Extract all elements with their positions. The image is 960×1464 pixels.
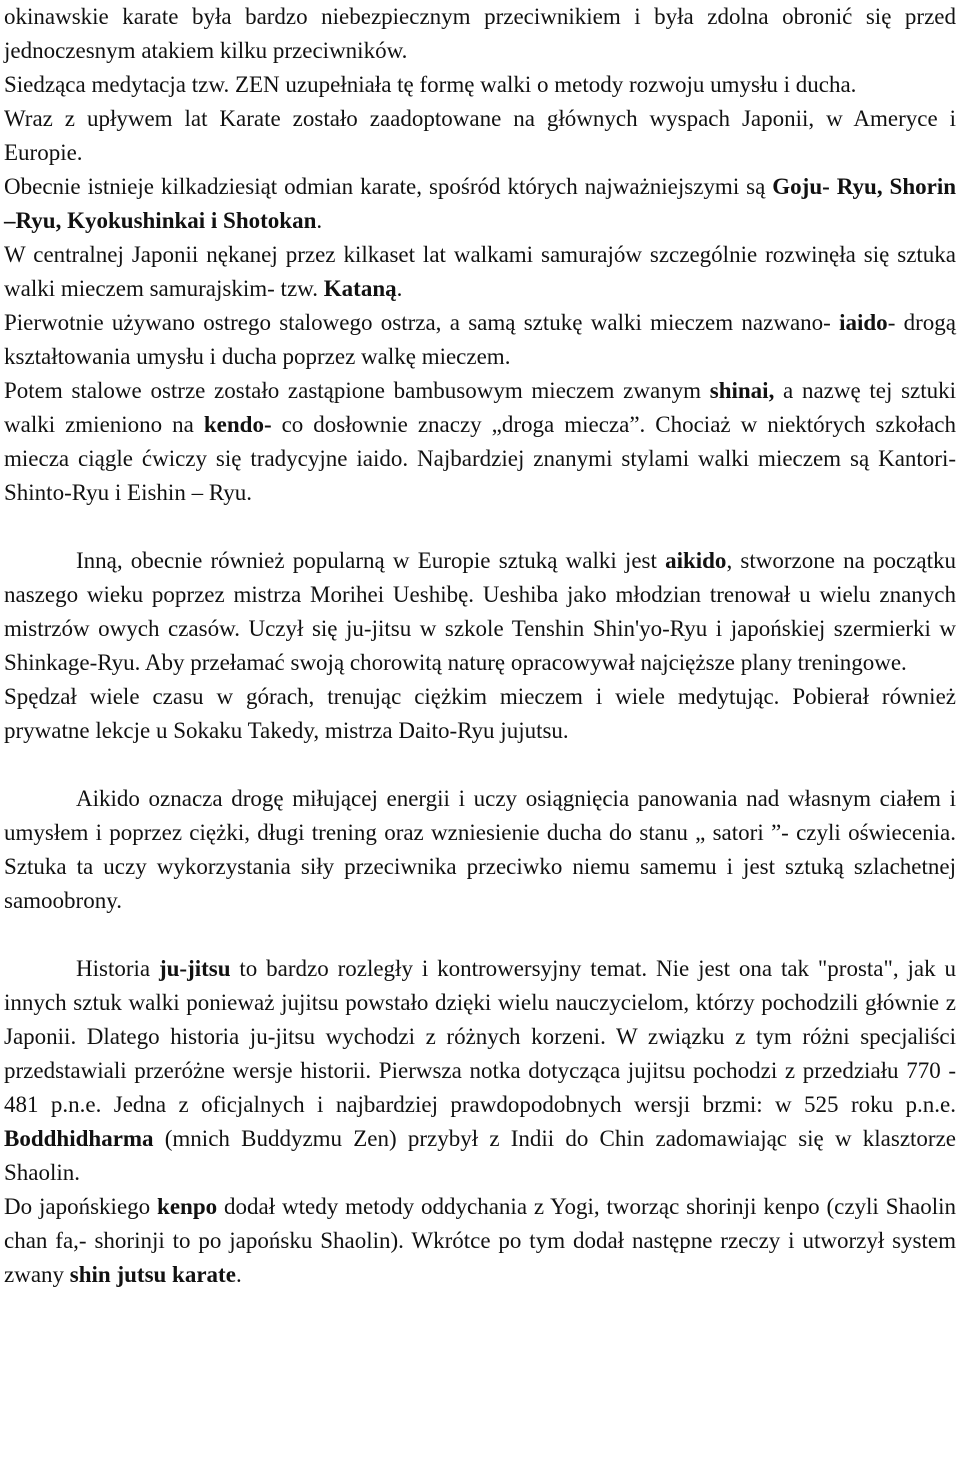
paragraph-gap xyxy=(4,748,956,782)
text-run: Historia xyxy=(76,956,159,981)
paragraph-gap xyxy=(4,918,956,952)
paragraph-okinawa-karate: okinawskie karate była bardzo niebezpiecznym przeciwnikiem i była zdolna obronić się przed jednoczesnym atakiem kilku przeciwników. xyxy=(4,4,956,63)
text-run: . xyxy=(396,276,403,301)
paragraph-karate-styles xyxy=(4,170,956,238)
text-run: , stworzone na początku naszego wieku poprzez mistrza Morihei Ueshibę. Ueshiba jako młodzian trenował u wielu znanych mistrzów owych czasów. Uczył się ju-jitsu w szkole Tenshin Shin'yo-Ryu i japońskiej szermierki w Shinkage-Ryu. Aby przełamać swoją chorowitą naturę opracowywał najcięższe plany treningowe. xyxy=(4,548,956,675)
bold-jujitsu: ju-jitsu xyxy=(158,956,231,981)
paragraph-katana xyxy=(4,238,956,306)
text-run: Potem stalowe ostrze zostało zastąpione bambusowym mieczem zwanym xyxy=(4,378,710,403)
bold-shinai: shinai, xyxy=(709,378,775,403)
bold-kenpo: kenpo xyxy=(157,1194,218,1219)
bold-aikido: aikido xyxy=(665,548,727,573)
text-run: Inną, obecnie również popularną w Europie sztuką walki jest xyxy=(76,548,666,573)
text-run: Do japońskiego xyxy=(4,1194,158,1219)
paragraph-kenpo xyxy=(4,1190,956,1292)
bold-iaido: iaido xyxy=(839,310,888,335)
text-run: Obecnie istnieje kilkadziesiąt odmian karate, spośród których najważniejszymi są xyxy=(4,174,773,199)
text-run: (mnich Buddyzmu Zen) przybył z Indii do Chin zadomawiając się w klasztorze Shaolin. xyxy=(4,1126,956,1185)
paragraph-jujitsu-history xyxy=(4,952,956,1190)
paragraph-aikido-meaning: Aikido oznacza drogę miłującej energii i uczy osiągnięcia panowania nad własnym ciałem i umysłem i poprzez ciężki, długi trening oraz wzniesienie ducha do stanu „ satori ”- czyli oświecenia. Sztuka ta uczy wykorzystania siły przeciwnika przeciwko niemu samemu i jest sztuką szlachetnej samoobrony. xyxy=(4,786,956,913)
bold-katana: Kataną xyxy=(323,276,397,301)
text-run: co dosłownie znaczy „droga miecza”. Chociaż w niektórych szkołach miecza ciągle ćwiczy się tradycyjne iaido. Najbardziej znanymi stylami walki mieczem są xyxy=(4,412,956,471)
paragraph-kendo xyxy=(4,374,956,510)
text-run: a nazwę tej sztuki walki zmieniono na xyxy=(4,378,957,437)
text-run: Pierwotnie używano ostrego stalowego ostrza, a samą sztukę walki mieczem nazwano- xyxy=(4,310,840,335)
text-run: W centralnej Japonii nękanej przez kilkaset lat walkami samurajów szczególnie rozwinęła się sztuka walki mieczem samurajskim- tzw. xyxy=(4,242,956,301)
text-run: - drogą kształtowania umysłu i ducha poprzez walkę mieczem. xyxy=(4,310,956,369)
paragraph-iaido xyxy=(4,306,956,374)
paragraph-ueshiba-training: Spędzał wiele czasu w górach, trenując ciężkim mieczem i wiele medytując. Pobierał również prywatne lekcje u Sokaku Takedy, mistrza Daito-Ryu jujutsu. xyxy=(4,684,956,743)
text-run: . xyxy=(316,208,323,233)
text-run: i xyxy=(109,480,128,505)
text-run: dodał wtedy metody oddychania z Yogi, tworząc shorinji kenpo (czyli Shaolin chan fa,- shorinji to po japońsku Shaolin). Wkrótce po tym dodał następne rzeczy i utworzył system zwany xyxy=(4,1194,956,1287)
paragraph-aikido-intro xyxy=(4,544,956,680)
bold-shin-jutsu-karate: shin jutsu karate xyxy=(69,1262,236,1287)
sword-style-kantori: Kantori- Shinto-Ryu xyxy=(4,446,956,505)
paragraph-karate-spread: Wraz z upływem lat Karate zostało zaadoptowane na głównych wyspach Japonii, w Ameryce i Europie. xyxy=(4,106,956,165)
text-run: to bardzo rozległy i kontrowersyjny temat. Nie jest ona tak "prosta", jak u innych sztuk walki ponieważ jujitsu powstało dzięki wielu nauczycielom, którzy pochodzili głównie z Japonii. Dlatego historia ju-jitsu wychodzi z różnych korzeni. W związku z tym różni specjaliści przedstawiali przeróżne wersje historii. Pierwsza notka dotycząca jujitsu pochodzi z przedziału 770 - 481 p.n.e. Jedna z oficjalnych i najbardziej prawdopodobnych wersji brzmi: w 525 roku p.n.e. xyxy=(4,956,956,1117)
text-run: . xyxy=(235,1262,242,1287)
paragraph-gap xyxy=(4,510,956,544)
sword-style-eishin: Eishin – Ryu. xyxy=(127,480,252,505)
bold-boddhidharma: Boddhidharma xyxy=(4,1126,154,1151)
bold-kendo: kendo- xyxy=(203,412,272,437)
paragraph-zen-meditation: Siedząca medytacja tzw. ZEN uzupełniała tę formę walki o metody rozwoju umysłu i ducha. xyxy=(4,72,857,97)
bold-karate-styles: Goju- Ryu, Shorin –Ryu, Kyokushinkai i Shotokan xyxy=(4,174,956,233)
